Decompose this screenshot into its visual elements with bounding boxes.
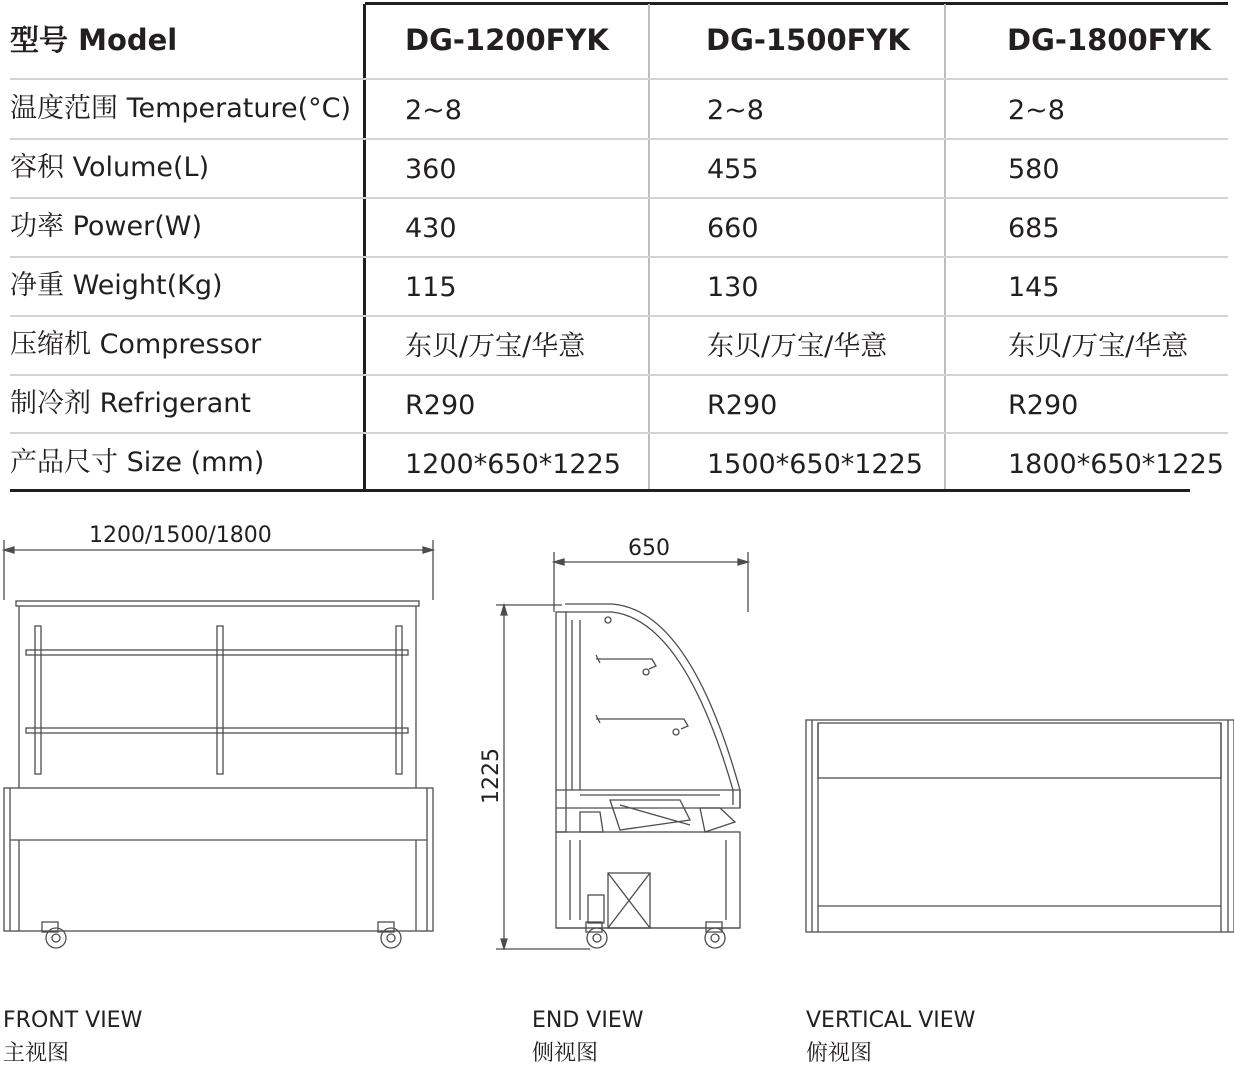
cell-value: 东贝/万宝/华意 [1008, 331, 1189, 362]
caster-right [378, 922, 401, 948]
vertical-view-drawing [806, 720, 1234, 932]
front-view-caption-cn: 主视图 [3, 1041, 70, 1066]
end-view-caption-cn: 侧视图 [532, 1041, 599, 1066]
header-model-1: DG-1200FYK [405, 23, 609, 57]
cell-value: 115 [405, 272, 457, 303]
caster-left [42, 922, 66, 948]
row-separator [10, 256, 1228, 258]
caster-end-left [586, 922, 607, 948]
row-label-refrigerant: 制冷剂 Refrigerant [10, 388, 251, 419]
front-view-caption-en: FRONT VIEW [3, 1008, 143, 1033]
cell-value: 455 [707, 154, 759, 185]
row-label-power: 功率 Power(W) [10, 211, 202, 242]
technical-drawings [0, 500, 1234, 950]
cell-value: 430 [405, 213, 457, 244]
cell-value: 1500*650*1225 [707, 449, 923, 480]
table-bottom-rule [10, 489, 1190, 492]
cell-value: 580 [1008, 154, 1060, 185]
end-depth-dimension [554, 552, 748, 612]
front-width-dimension [4, 540, 433, 600]
cell-value: R290 [1008, 390, 1079, 421]
cell-value: 1200*650*1225 [405, 449, 621, 480]
row-label-temperature: 温度范围 Temperature(°C) [10, 93, 352, 124]
cell-value: R290 [707, 390, 778, 421]
table-top-rule [365, 2, 1228, 5]
row-separator [10, 138, 1228, 140]
cell-value: 东贝/万宝/华意 [707, 331, 888, 362]
end-view-caption-en: END VIEW [532, 1008, 644, 1033]
cell-value: 2~8 [405, 95, 462, 126]
row-separator [10, 432, 1228, 434]
cell-value: 2~8 [707, 95, 764, 126]
front-width-dimension-label: 1200/1500/1800 [89, 523, 272, 548]
end-view-drawing [496, 552, 748, 949]
header-model-2: DG-1500FYK [706, 23, 910, 57]
vertical-view-caption-en: VERTICAL VIEW [806, 1008, 976, 1033]
end-height-dimension [496, 605, 590, 949]
cell-value: 145 [1008, 272, 1060, 303]
caster-end-right [705, 922, 725, 948]
cell-value: 1800*650*1225 [1008, 449, 1224, 480]
row-label-weight: 净重 Weight(Kg) [10, 270, 223, 301]
cell-value: 360 [405, 154, 457, 185]
cell-value: 685 [1008, 213, 1060, 244]
header-model-label: 型号 Model [10, 23, 178, 57]
cell-value: 2~8 [1008, 95, 1065, 126]
end-height-dimension-label: 1225 [479, 748, 504, 804]
front-view-drawing [4, 540, 433, 948]
end-depth-dimension-label: 650 [628, 536, 670, 561]
cell-value: 660 [707, 213, 759, 244]
row-separator [10, 197, 1228, 199]
cell-value: R290 [405, 390, 476, 421]
row-label-volume: 容积 Volume(L) [10, 152, 210, 183]
row-separator [10, 78, 1228, 80]
spec-table [10, 2, 1228, 491]
cell-value: 130 [707, 272, 759, 303]
vertical-view-caption-cn: 俯视图 [806, 1041, 873, 1066]
row-separator [10, 374, 1228, 376]
row-separator [10, 315, 1228, 317]
row-label-compressor: 压缩机 Compressor [10, 329, 262, 360]
row-label-size: 产品尺寸 Size (mm) [10, 447, 265, 478]
cell-value: 东贝/万宝/华意 [405, 331, 586, 362]
header-model-3: DG-1800FYK [1007, 23, 1211, 57]
